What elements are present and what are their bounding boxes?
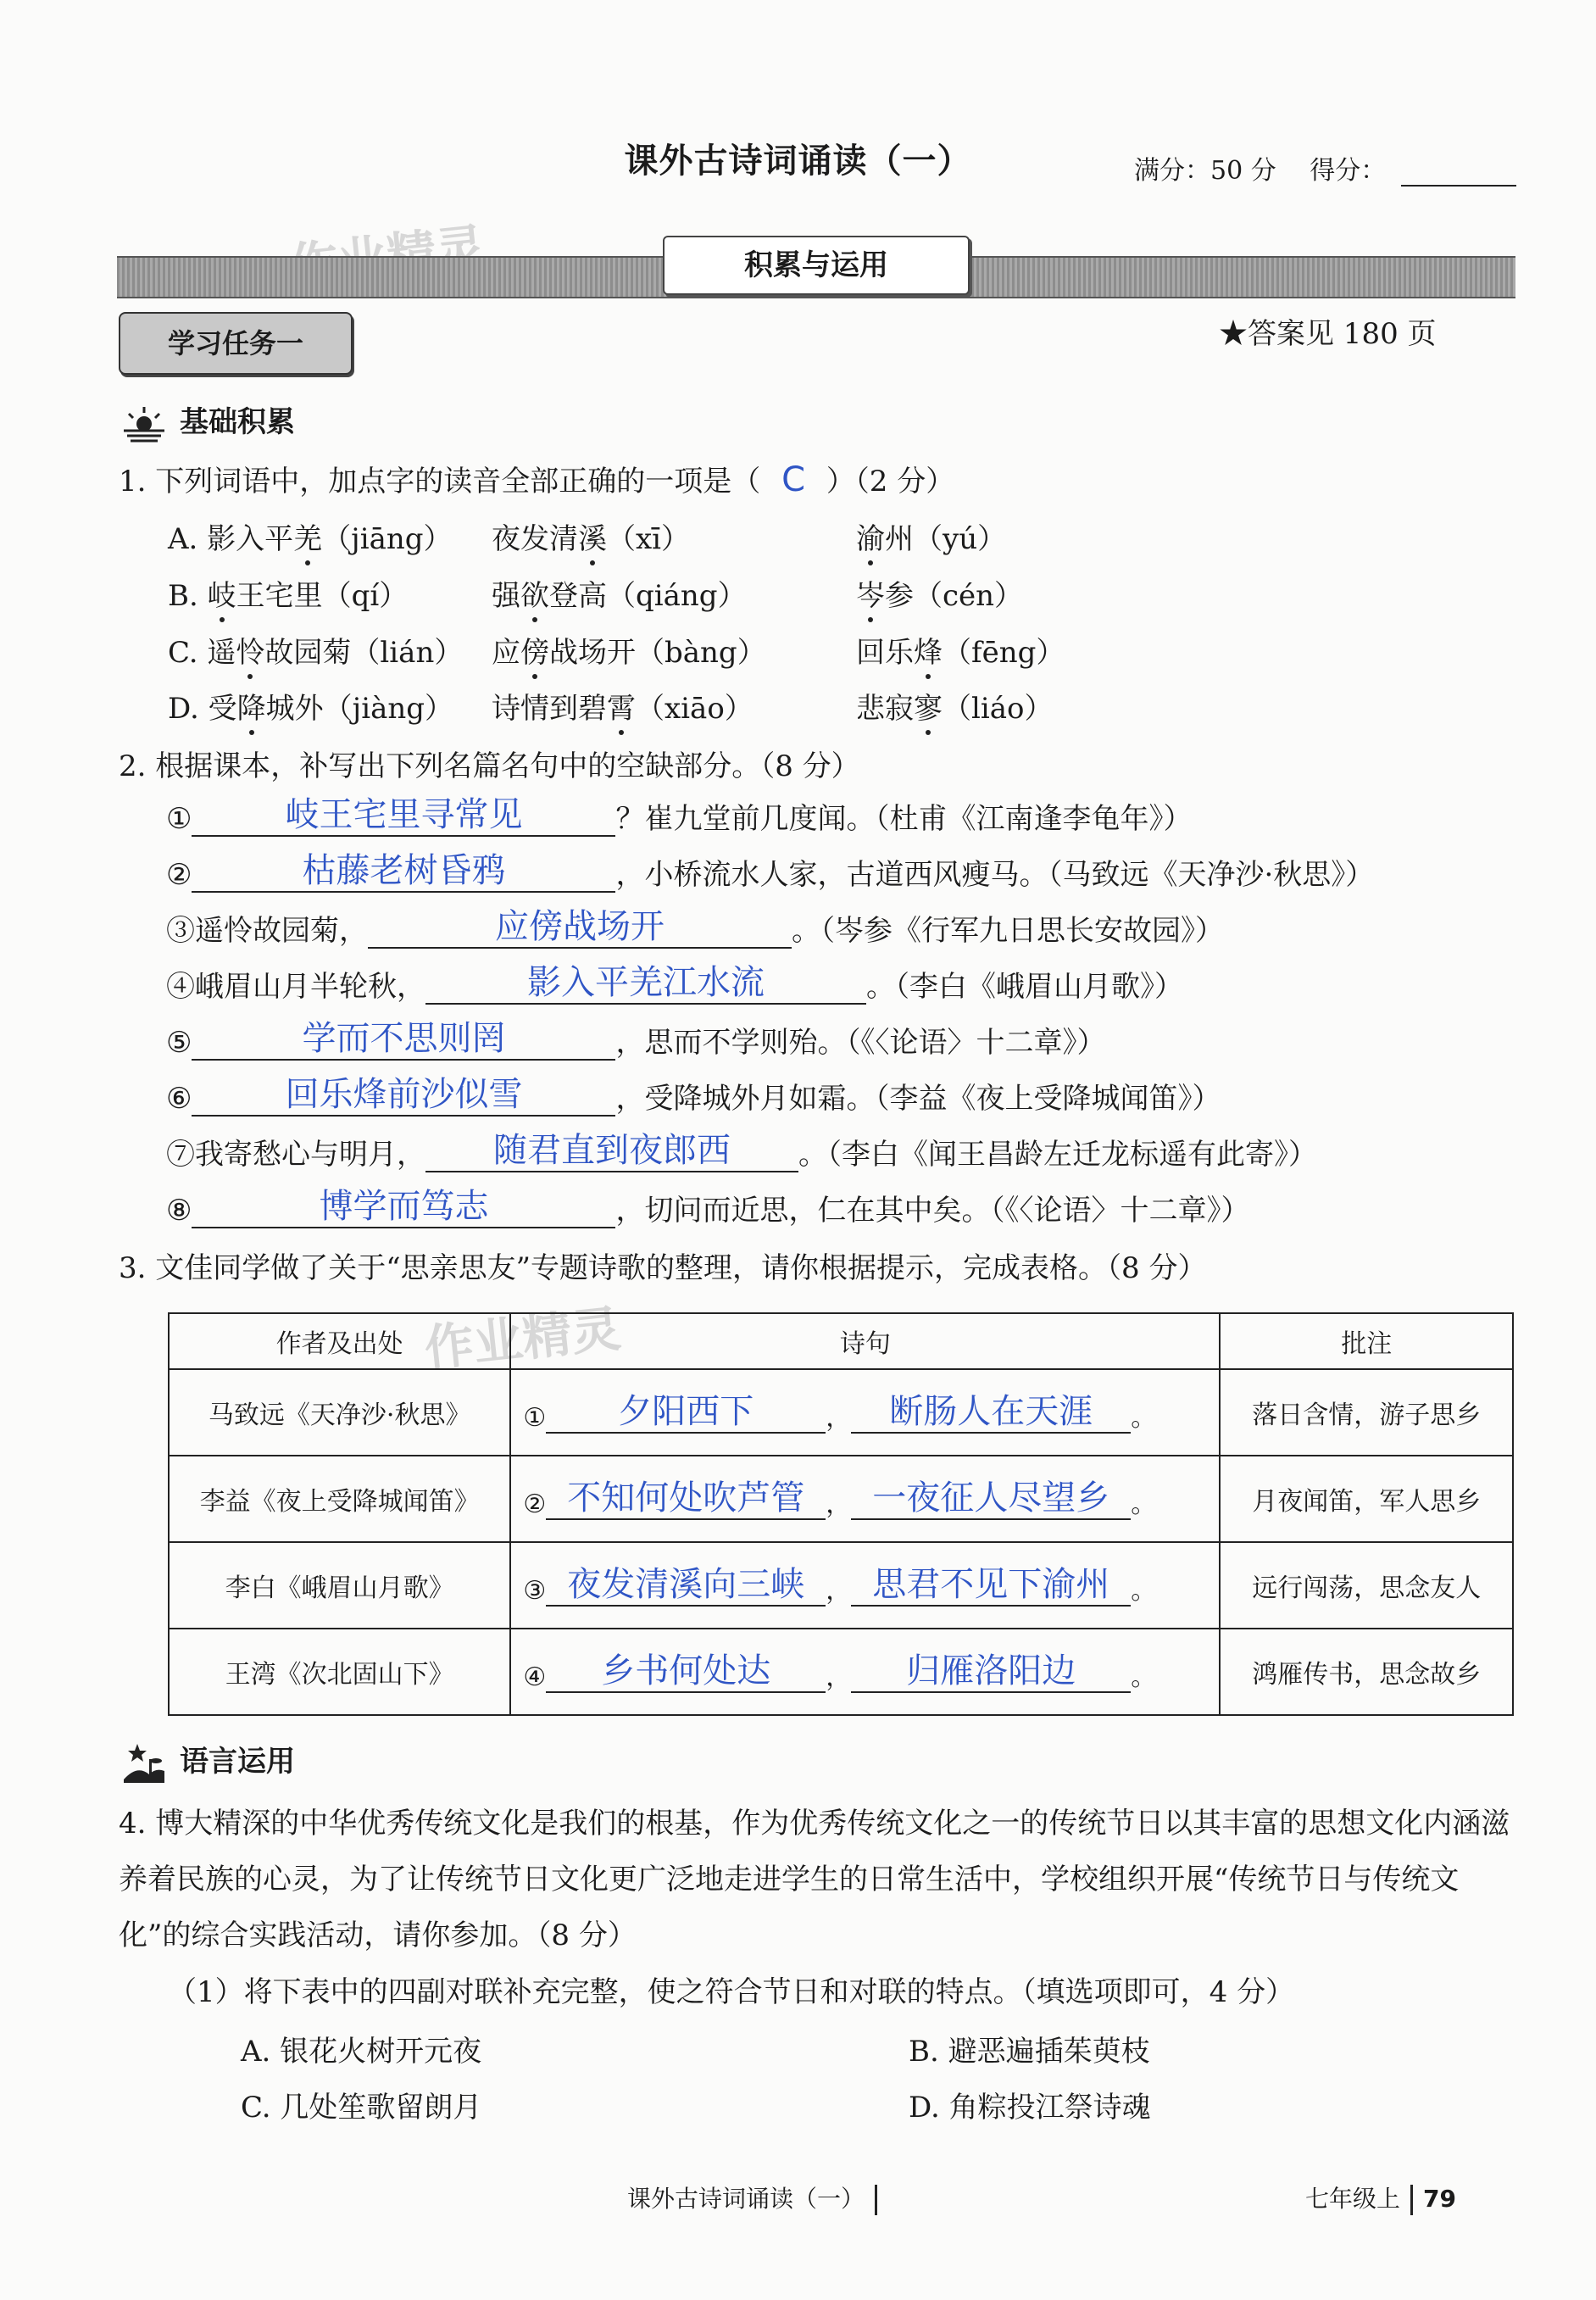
column-header: 批注 bbox=[1220, 1313, 1513, 1369]
poem-cell: ① 夕阳西下 ， 断肠人在天涯 。 bbox=[510, 1369, 1220, 1456]
answer-blank[interactable]: 学而不思则罔 bbox=[192, 1022, 615, 1061]
dotted-char: 烽 bbox=[914, 629, 943, 671]
answer-blank[interactable]: 影入平羌江水流 bbox=[425, 966, 866, 1005]
note-cell: 月夜闻笛，军人思乡 bbox=[1220, 1456, 1513, 1542]
question-3-stem: 3. 文佳同学做了关于“思亲思友”专题诗歌的整理，请你根据提示，完成表格。（8 分） bbox=[119, 1251, 1207, 1285]
source-cell: 马致远《天净沙·秋思》 bbox=[169, 1369, 510, 1456]
score-blank[interactable] bbox=[1401, 159, 1516, 187]
poem-cell: ④ 乡书何处达 ， 归雁洛阳边 。 bbox=[510, 1629, 1220, 1715]
dotted-char: 溪 bbox=[578, 515, 607, 557]
answer-blank[interactable]: 应傍战场开 bbox=[368, 910, 792, 949]
answer-blank[interactable]: 岐王宅里寻常见 bbox=[192, 798, 615, 837]
table-row bbox=[169, 1456, 1513, 1542]
source-cell: 李白《峨眉山月歌》 bbox=[169, 1542, 510, 1629]
fill-item: ① 岐王宅里寻常见 ？崔九堂前几度闻。（杜甫《江南逢李龟年》） bbox=[166, 795, 1193, 836]
dotted-char: 傍 bbox=[520, 629, 549, 671]
column-header: 作者及出处 bbox=[169, 1313, 510, 1369]
band-title: 积累与运用 bbox=[663, 236, 970, 295]
answer-blank[interactable]: 断肠人在天涯 bbox=[851, 1391, 1131, 1434]
score-got-label: 得分： bbox=[1310, 156, 1387, 186]
option-c: C. 几处笙歌留朗月 bbox=[241, 2091, 482, 2125]
plant-icon bbox=[120, 1742, 168, 1785]
section-title: 基础积累 bbox=[180, 405, 295, 439]
answer-blank[interactable]: 乡书何处达 bbox=[546, 1651, 826, 1693]
source-cell: 王湾《次北固山下》 bbox=[169, 1629, 510, 1715]
poem-table bbox=[168, 1312, 1514, 1716]
section-heading-language bbox=[120, 1738, 295, 1785]
answer-blank[interactable]: 不知何处吹芦管 bbox=[546, 1478, 826, 1520]
dotted-char: 岑 bbox=[856, 572, 885, 614]
answer-blank[interactable]: 回乐烽前沙似雪 bbox=[192, 1078, 615, 1117]
column-header: 诗句 bbox=[510, 1313, 1220, 1369]
question-2-stem: 2. 根据课本，补写出下列名篇名句中的空缺部分。（8 分） bbox=[119, 749, 860, 783]
table-row bbox=[169, 1629, 1513, 1715]
dotted-char: 霄 bbox=[607, 685, 636, 727]
section-heading-basic bbox=[120, 398, 295, 443]
dotted-char: 降 bbox=[237, 685, 266, 727]
option-d: D. 角粽投江祭诗魂 bbox=[909, 2091, 1151, 2125]
fill-item: ② 枯藤老树昏鸦 ，小桥流水人家，古道西风瘦马。（马致远《天净沙·秋思》） bbox=[166, 851, 1375, 892]
answer-blank[interactable]: 思君不见下渝州 bbox=[851, 1564, 1131, 1607]
answer-blank[interactable]: 一夜征人尽望乡 bbox=[851, 1478, 1131, 1520]
option-row-b: B. 岐王宅里（qí） 强欲登高（qiáng） 岑参（cén） bbox=[168, 572, 1023, 614]
task-label: 学习任务一 bbox=[119, 312, 353, 375]
page-title: 课外古诗词诵读（一） bbox=[624, 142, 972, 181]
score-label: 满分：50 分 bbox=[1134, 156, 1276, 186]
sunrise-icon bbox=[120, 405, 168, 443]
answer-blank[interactable]: 博学而笃志 bbox=[192, 1189, 615, 1228]
fill-item: ③遥怜故园菊， 应傍战场开 。（岑参《行军九日思长安故园》） bbox=[166, 907, 1224, 948]
note-cell: 远行闯荡，思念友人 bbox=[1220, 1542, 1513, 1629]
note-cell: 落日含情，游子思乡 bbox=[1220, 1369, 1513, 1456]
fill-item: ⑧ 博学而笃志 ，切问而近思，仁在其中矣。（《〈论语〉十二章》） bbox=[166, 1187, 1250, 1228]
source-cell: 李益《夜上受降城闻笛》 bbox=[169, 1456, 510, 1542]
question-1 bbox=[119, 458, 954, 499]
poem-cell: ② 不知何处吹芦管 ， 一夜征人尽望乡 。 bbox=[510, 1456, 1220, 1542]
answer-blank[interactable]: 夕阳西下 bbox=[546, 1391, 826, 1434]
option-row-d: D. 受降城外（jiàng） 诗情到碧霄（xiāo） 悲寂寥（liáo） bbox=[168, 685, 1054, 727]
dotted-char: 怜 bbox=[236, 629, 264, 671]
footer-title: 课外古诗词诵读（一） bbox=[627, 2180, 887, 2215]
page-number: 79 bbox=[1423, 2185, 1456, 2213]
fill-item: ⑤ 学而不思则罔 ，思而不学则殆。（《〈论语〉十二章》） bbox=[166, 1019, 1106, 1060]
answer-blank[interactable]: 夜发清溪向三峡 bbox=[546, 1564, 826, 1607]
dotted-char: 欲 bbox=[520, 572, 549, 614]
footer-page: 七年级上 79 bbox=[1305, 2180, 1456, 2215]
answer-choice[interactable]: C bbox=[781, 460, 805, 499]
dotted-char: 渝 bbox=[856, 515, 885, 557]
fill-item: ④峨眉山月半轮秋， 影入平羌江水流 。（李白《峨眉山月歌》） bbox=[166, 963, 1183, 1004]
answer-reference: ★答案见 180 页 bbox=[1219, 317, 1437, 351]
option-row-a: A. 影入平羌（jiāng） 夜发清溪（xī） 渝州（yú） bbox=[168, 515, 1006, 557]
option-row-c: C. 遥怜故园菊（lián） 应傍战场开（bàng） 回乐烽（fēng） bbox=[168, 629, 1065, 671]
option-a: A. 银花火树开元夜 bbox=[241, 2035, 482, 2069]
table-header-row bbox=[169, 1313, 1513, 1369]
fill-item: ⑦我寄愁心与明月， 随君直到夜郎西 。（李白《闻王昌龄左迁龙标遥有此寄》） bbox=[166, 1131, 1317, 1172]
question-stem-end: ）（2 分） bbox=[826, 465, 955, 498]
watermark: 作业精灵 bbox=[421, 1300, 624, 1378]
table-row bbox=[169, 1542, 1513, 1629]
poem-cell: ③ 夜发清溪向三峡 ， 思君不见下渝州 。 bbox=[510, 1542, 1220, 1629]
answer-blank[interactable]: 枯藤老树昏鸦 bbox=[192, 854, 615, 893]
dotted-char: 羌 bbox=[293, 515, 322, 557]
answer-blank[interactable]: 随君直到夜郎西 bbox=[425, 1133, 798, 1172]
note-cell: 鸿雁传书，思念故乡 bbox=[1220, 1629, 1513, 1715]
question-stem: 1. 下列词语中，加点字的读音全部正确的一项是（ bbox=[119, 465, 761, 498]
question-4-stem: 4. 博大精深的中华优秀传统文化是我们的根基，作为优秀传统文化之一的传统节日以其丰富的思想文化内涵滋养着民族的心灵，为了让传统节日文化更广泛地走进学生的日常生活中，学校组织开展“传统节日与传统文化”的综合实践活动，请你参加。（8 分） bbox=[119, 1807, 1510, 1952]
sub-question-1: （1）将下表中的四副对联补充完整，使之符合节日和对联的特点。（填选项即可，4 分） bbox=[168, 1975, 1295, 2009]
dotted-char: 寥 bbox=[914, 685, 943, 727]
dotted-char: 岐 bbox=[208, 572, 236, 614]
fill-item: ⑥ 回乐烽前沙似雪 ，受降城外月如霜。（李益《夜上受降城闻笛》） bbox=[166, 1075, 1221, 1116]
section-title: 语言运用 bbox=[180, 1745, 295, 1779]
score-area bbox=[1134, 149, 1516, 187]
option-b: B. 避恶遍插茱萸枝 bbox=[909, 2035, 1150, 2069]
answer-blank[interactable]: 归雁洛阳边 bbox=[851, 1651, 1131, 1693]
table-row bbox=[169, 1369, 1513, 1456]
